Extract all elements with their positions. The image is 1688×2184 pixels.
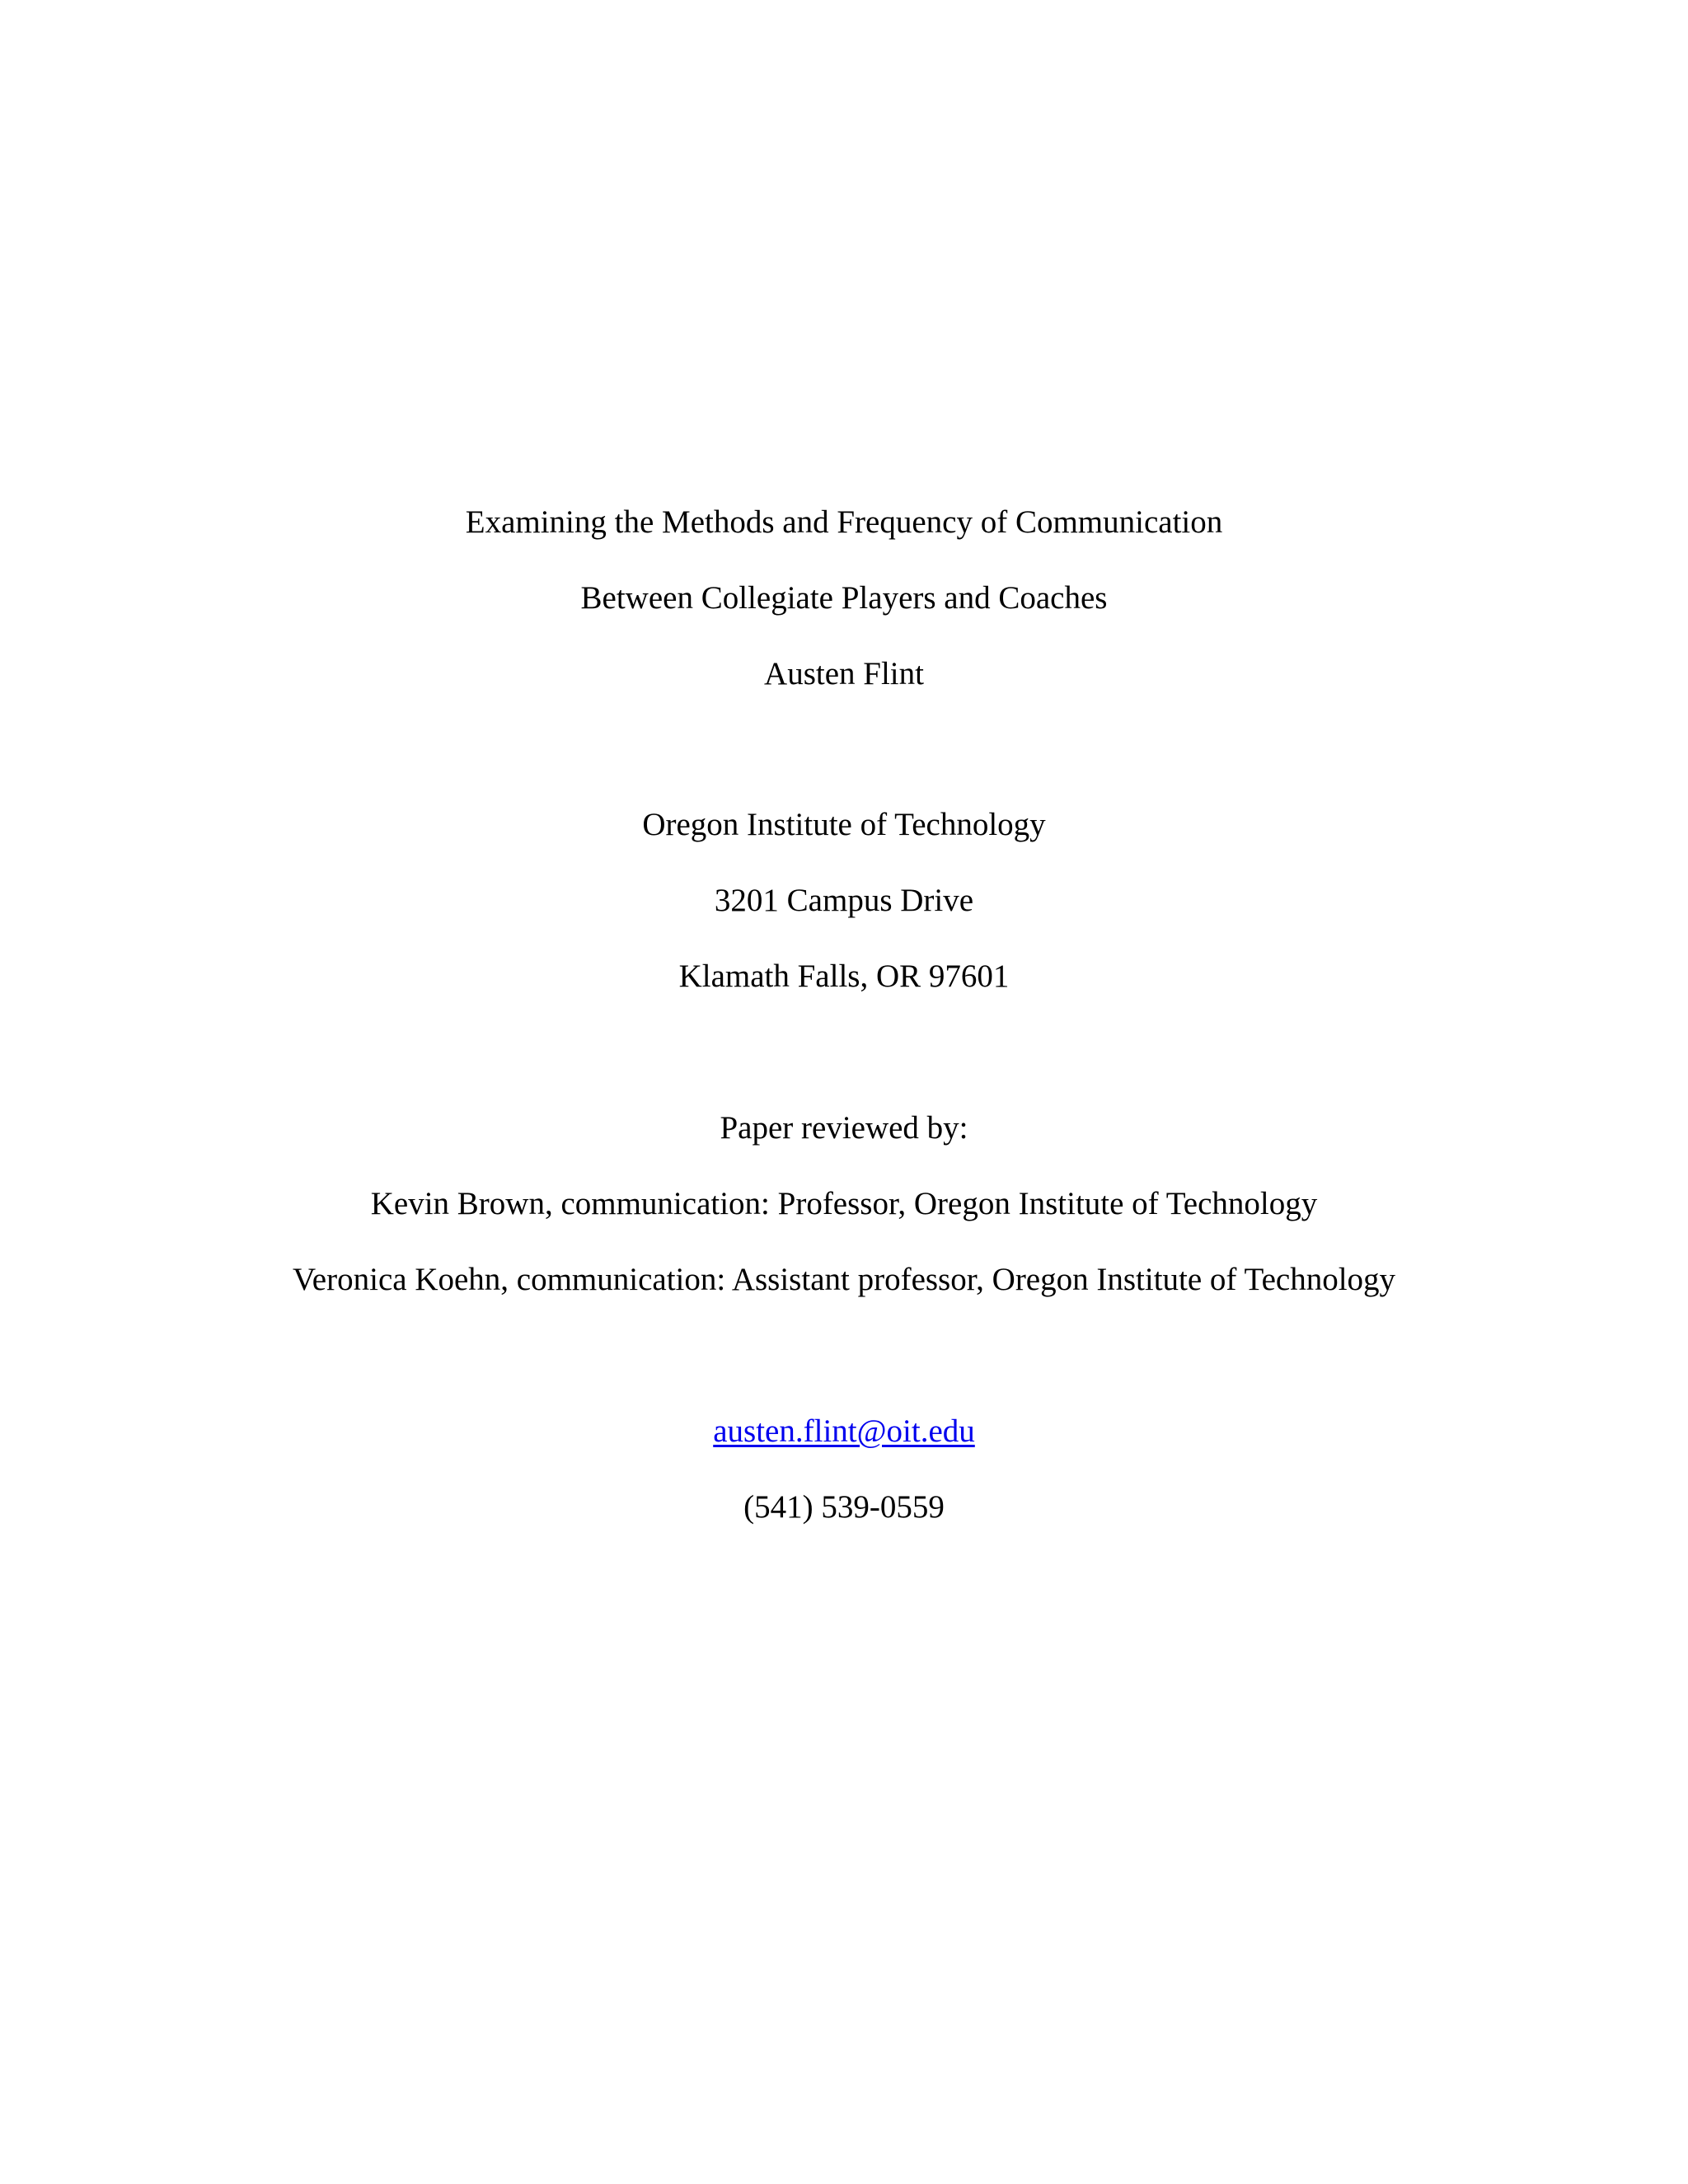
institution-street: 3201 Campus Drive	[714, 883, 974, 918]
reviewers-heading: Paper reviewed by:	[720, 1110, 968, 1146]
institution-name: Oregon Institute of Technology	[642, 807, 1046, 842]
reviewer-item: Veronica Koehn, communication: Assistant professor, Oregon Institute of Technology	[292, 1262, 1396, 1297]
contact-email-line	[0, 1411, 1688, 1452]
title-line-2: Between Collegiate Players and Coaches	[580, 580, 1108, 616]
title-line-1: Examining the Methods and Frequency of Communication	[465, 504, 1223, 540]
institution-city-state-zip: Klamath Falls, OR 97601	[678, 958, 1010, 994]
contact-email-link[interactable]: austen.flint@oit.edu	[713, 1413, 975, 1449]
author-name: Austen Flint	[764, 656, 924, 691]
contact-phone: (541) 539-0559	[743, 1489, 945, 1525]
reviewer-item: Kevin Brown, communication: Professor, Oregon Institute of Technology	[370, 1186, 1318, 1221]
